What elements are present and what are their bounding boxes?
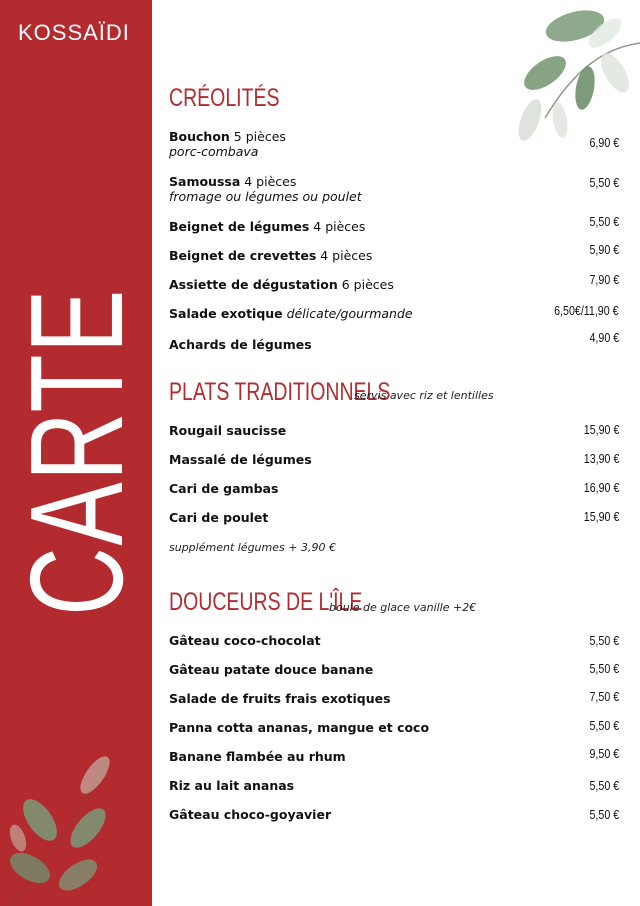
sidebar bbox=[0, 0, 152, 906]
menu-item: Beignet de légumes 4 pièces bbox=[169, 219, 366, 234]
item-price: 5,50 € bbox=[589, 175, 619, 190]
menu-item: Samoussa 4 pièces fromage ou légumes ou poulet bbox=[169, 174, 362, 204]
item-price: 5,50 € bbox=[589, 807, 619, 822]
menu-item: Gâteau coco-chocolat bbox=[169, 633, 321, 648]
menu-item: Beignet de crevettes 4 pièces bbox=[169, 248, 373, 263]
section-title-douceurs: DOUCEURS DE L'ÎLE bbox=[169, 588, 363, 616]
item-price: 5,90 € bbox=[589, 242, 619, 257]
item-price: 15,90 € bbox=[583, 509, 619, 524]
menu-item: Panna cotta ananas, mangue et coco bbox=[169, 720, 430, 735]
menu-item: Riz au lait ananas bbox=[169, 778, 295, 793]
item-price: 5,50 € bbox=[589, 718, 619, 733]
item-price: 15,90 € bbox=[583, 422, 619, 437]
item-price: 5,50 € bbox=[589, 778, 619, 793]
item-price: 7,90 € bbox=[589, 272, 619, 287]
item-price: 16,90 € bbox=[583, 480, 619, 495]
menu-item: Salade exotique délicate/gourmande bbox=[169, 306, 413, 321]
section-note: servis avec riz et lentilles bbox=[354, 389, 494, 402]
sidebar-title: CARTE bbox=[3, 288, 150, 616]
item-price: 13,90 € bbox=[583, 451, 619, 466]
menu-item: Banane flambée au rhum bbox=[169, 749, 346, 764]
item-price: 6,90 € bbox=[589, 135, 619, 150]
section-title-creolites: CRÉOLITÉS bbox=[169, 84, 280, 112]
section-note: boule de glace vanille +2€ bbox=[329, 601, 477, 614]
supplement-note: supplément légumes + 3,90 € bbox=[169, 541, 336, 554]
item-price: 5,50 € bbox=[589, 661, 619, 676]
menu-item: Bouchon 5 pièces porc-combava bbox=[169, 129, 286, 159]
item-price: 4,90 € bbox=[589, 330, 619, 345]
item-price: 5,50 € bbox=[589, 633, 619, 648]
item-price: 5,50 € bbox=[589, 214, 619, 229]
menu-item: Gâteau choco-goyavier bbox=[169, 807, 332, 822]
menu-item: Rougail saucisse bbox=[169, 423, 287, 438]
menu-item: Achards de légumes bbox=[169, 337, 312, 352]
brand-name: KOSSAÏDI bbox=[18, 20, 130, 45]
menu-item: Cari de gambas bbox=[169, 481, 279, 496]
leaves-decoration-icon bbox=[505, 8, 640, 148]
item-price: 6,50€/11,90 € bbox=[554, 303, 619, 318]
menu-item: Assiette de dégustation 6 pièces bbox=[169, 277, 394, 292]
item-price: 9,50 € bbox=[589, 746, 619, 761]
section-title-plats: PLATS TRADITIONNELS bbox=[169, 378, 391, 406]
menu-item: Salade de fruits frais exotiques bbox=[169, 691, 391, 706]
menu-item: Massalé de légumes bbox=[169, 452, 312, 467]
leaves-decoration-icon bbox=[0, 750, 152, 906]
item-price: 7,50 € bbox=[589, 689, 619, 704]
menu-item: Cari de poulet bbox=[169, 510, 269, 525]
menu-item: Gâteau patate douce banane bbox=[169, 662, 374, 677]
